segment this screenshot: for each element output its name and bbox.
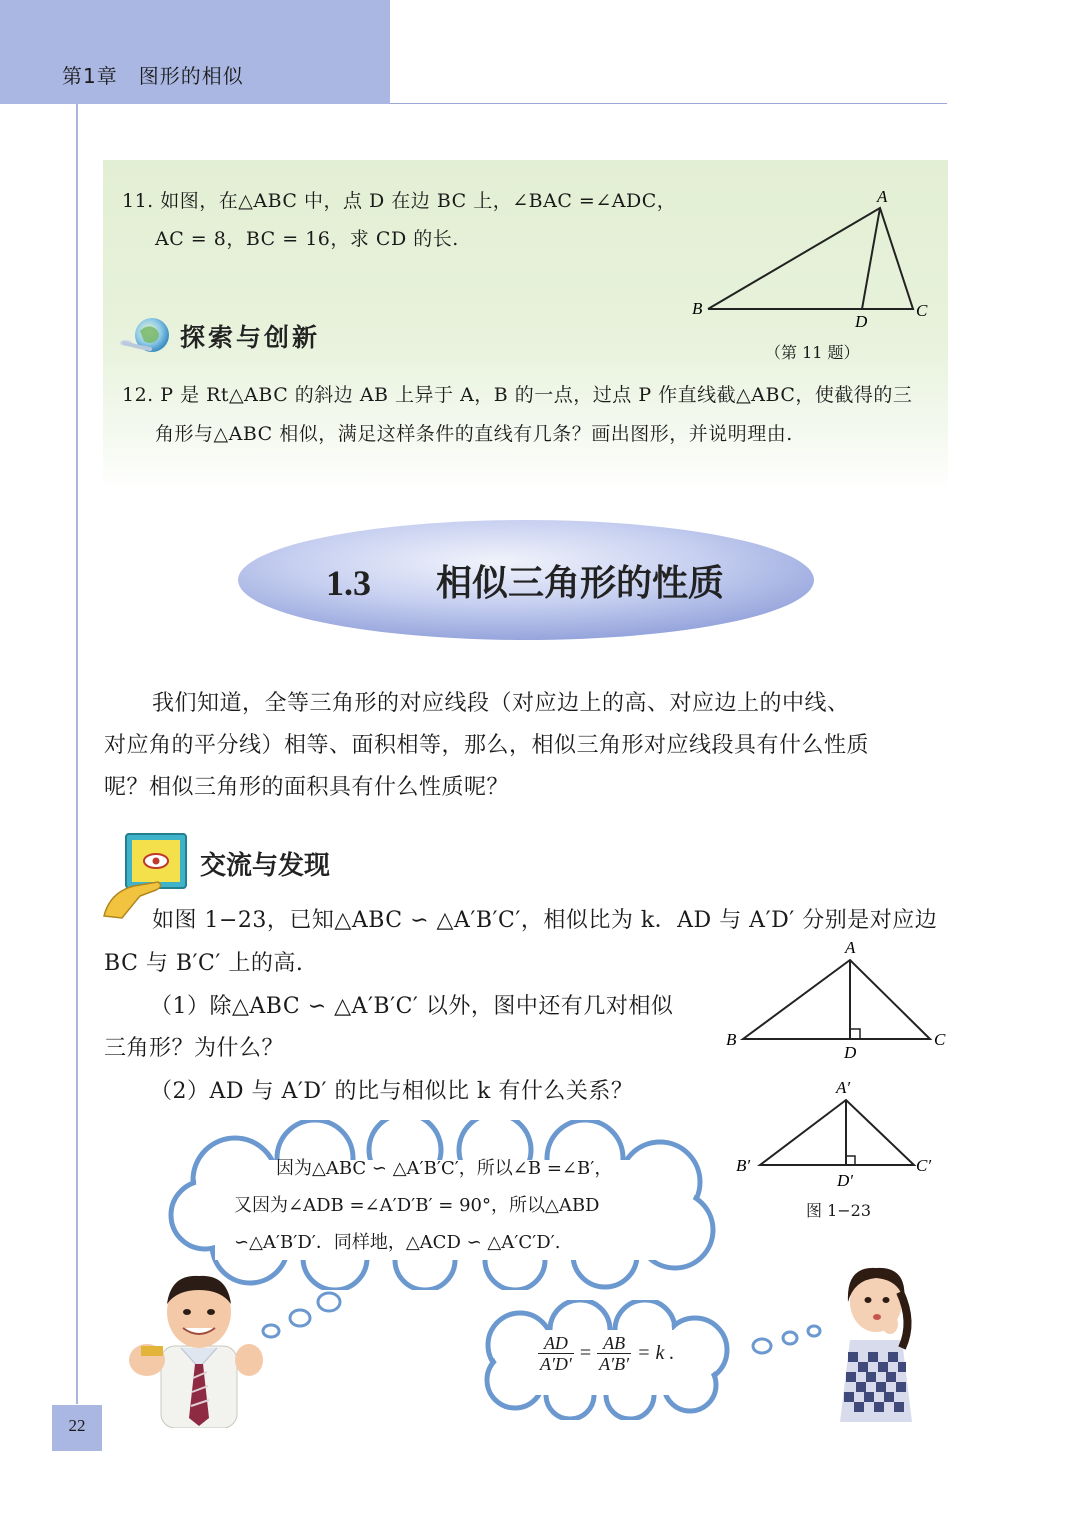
discover-line2: BC 与 B′C′ 上的高. [104, 951, 304, 976]
triangle-abc-large [726, 938, 946, 1062]
fraction-ab-denominator: A′B′ [599, 1354, 630, 1374]
section-name: 相似三角形的性质 [436, 562, 725, 604]
fig-label-d: D [844, 1043, 857, 1062]
triangle-abc [708, 208, 913, 309]
fraction-ab [597, 1333, 631, 1374]
intro-line2: 对应角的平分线）相等、面积相等，那么，相似三角形对应线段具有什么性质 [104, 733, 870, 758]
left-margin-rule [76, 104, 78, 1404]
label-c: C [916, 301, 928, 320]
fraction-ad [538, 1333, 574, 1374]
thought-left-line1: 因为△ABC ∽ △A′B′C′，所以∠B =∠B′， [276, 1158, 613, 1179]
girl-illustration [830, 1262, 920, 1427]
discover-title: 交流与发现 [200, 851, 331, 881]
equals-k: = k . [637, 1342, 675, 1364]
label-b: B [692, 299, 703, 318]
figure-1-23 [720, 935, 960, 1195]
fig-label-a-prime: A′ [836, 1078, 851, 1097]
fig-label-d-prime: D′ [837, 1171, 853, 1190]
exercise-12-line2: 角形与△ABC 相似，满足这样条件的直线有几条？画出图形，并说明理由. [155, 423, 793, 445]
fig-label-c-prime: C′ [916, 1156, 932, 1175]
thought-left-line3: ∽△A′B′D′．同样地，△ACD ∽ △A′C′D′. [234, 1232, 561, 1253]
exercise-11-line1: 11. 如图，在△ABC 中，点 D 在边 BC 上，∠BAC =∠ADC， [122, 190, 677, 212]
intro-line1: 我们知道，全等三角形的对应线段（对应边上的高、对应边上的中线、 [152, 691, 850, 716]
globe-icon [120, 313, 174, 357]
exercise-11-line2: AC = 8，BC = 16，求 CD 的长. [155, 228, 459, 250]
equals-sign: = [579, 1342, 592, 1364]
boy-illustration [125, 1268, 265, 1428]
fig-label-b: B [726, 1030, 737, 1049]
discover-line1: 如图 1−23，已知△ABC ∽ △A′B′C′，相似比为 k．AD 与 A′D′ 分别是对应边 [152, 908, 938, 933]
figure-1-23-caption: 图 1−23 [806, 1201, 872, 1220]
question-1-line1: （1）除△ABC ∽ △A′B′C′ 以外，图中还有几对相似 [150, 994, 674, 1019]
label-a: A [877, 187, 888, 206]
thought-bubbles-left [255, 1288, 345, 1348]
question-1-line2: 三角形？为什么？ [104, 1036, 285, 1061]
exercise-11-figure [680, 180, 940, 330]
section-title [240, 555, 810, 606]
thought-left-line2: 又因为∠ADB =∠A′D′B′ = 90°，所以△ABD [234, 1195, 600, 1216]
ratio-equation [538, 1333, 674, 1374]
label-d: D [855, 312, 868, 330]
fraction-ab-numerator: AB [597, 1333, 631, 1354]
page-number: 22 [68, 1416, 86, 1435]
intro-line3: 呢？相似三角形的面积具有什么性质呢？ [104, 775, 510, 800]
fraction-ad-numerator: AD [538, 1333, 574, 1354]
exercise-11-caption: （第 11 题） [765, 343, 860, 362]
fraction-ad-denominator: A′D′ [540, 1354, 572, 1374]
header-rule [390, 103, 947, 104]
explore-title: 探索与创新 [180, 323, 321, 352]
chapter-title: 第1章 图形的相似 [62, 64, 244, 88]
triangle-abc-small [736, 1078, 931, 1190]
section-number: 1.3 [325, 563, 371, 603]
fig-label-b-prime: B′ [736, 1156, 751, 1175]
segment-ad [862, 208, 880, 309]
fig-label-a: A [845, 938, 856, 957]
thought-bubbles-right [748, 1320, 828, 1360]
fig-label-c: C [934, 1030, 946, 1049]
exercise-12-line1: 12. P 是 Rt△ABC 的斜边 AB 上异于 A，B 的一点，过点 P 作直线截△ABC，使截得的三 [122, 384, 913, 406]
question-2: （2）AD 与 A′D′ 的比与相似比 k 有什么关系？ [150, 1079, 634, 1104]
